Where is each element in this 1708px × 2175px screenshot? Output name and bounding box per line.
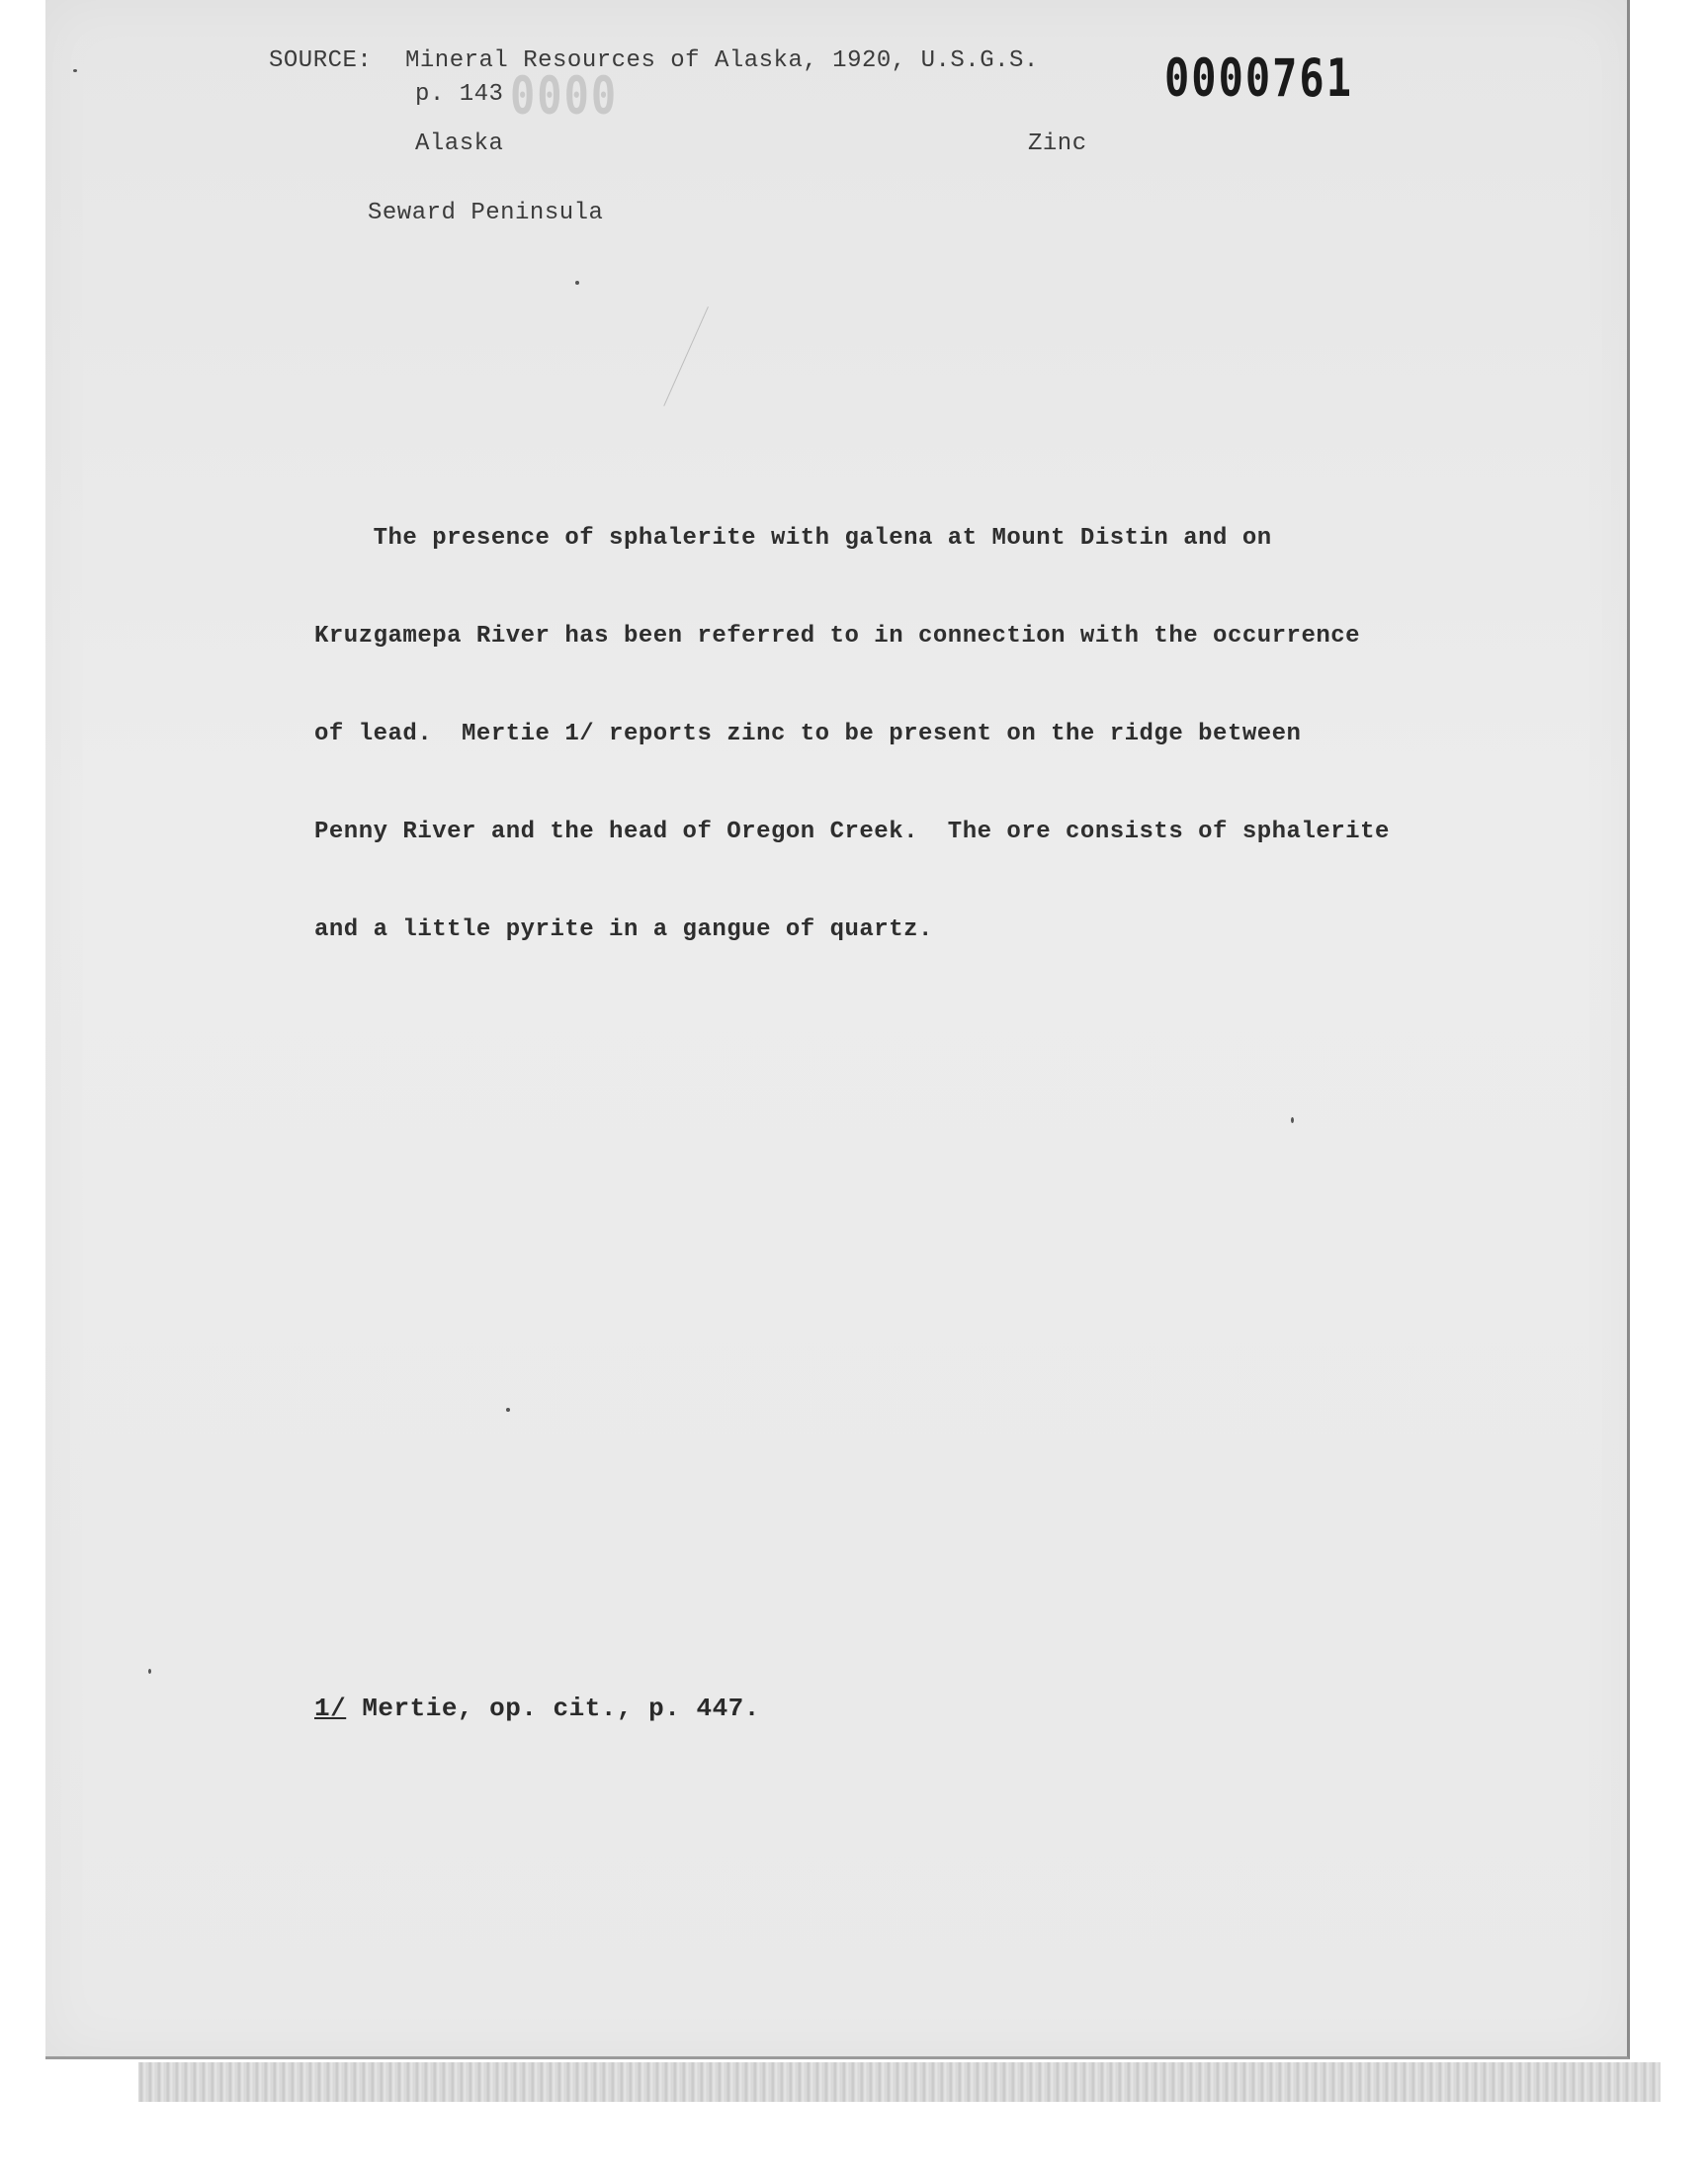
scanner-edge-strip [138, 2062, 1661, 2102]
document-number-stamp: 0000761 [1164, 47, 1354, 109]
page-reference: p. 143 [415, 81, 504, 108]
faded-stamp-number: 0000 [510, 65, 619, 127]
region-heading: Alaska [415, 130, 504, 157]
body-line: of lead. Mertie 1/ reports zinc to be present on the ridge between [314, 721, 1302, 747]
body-line: and a little pyrite in a gangue of quartz. [314, 916, 933, 943]
body-line: The presence of sphalerite with galena at Mount Distin and on [314, 525, 1272, 552]
stray-pencil-mark [663, 306, 709, 406]
ink-speck [1291, 1117, 1294, 1123]
subregion-heading: Seward Peninsula [368, 200, 604, 226]
ink-speck [575, 281, 579, 285]
footnote [314, 1693, 760, 1724]
source-citation: Mineral Resources of Alaska, 1920, U.S.G.S. [405, 47, 1039, 74]
footnote-text: Mertie, op. cit., p. 447. [346, 1694, 760, 1723]
source-label: SOURCE: [269, 47, 373, 74]
document-page [45, 0, 1630, 2059]
ink-speck [73, 69, 77, 72]
footnote-mark: 1/ [314, 1694, 347, 1723]
commodity-heading: Zinc [1028, 130, 1087, 157]
body-line: Penny River and the head of Oregon Creek. The ore consists of sphalerite [314, 819, 1390, 845]
ink-speck [148, 1669, 151, 1674]
body-line: Kruzgamepa River has been referred to in connection with the occurrence [314, 623, 1361, 650]
body-paragraph [314, 457, 1390, 1011]
ink-speck [506, 1408, 510, 1412]
